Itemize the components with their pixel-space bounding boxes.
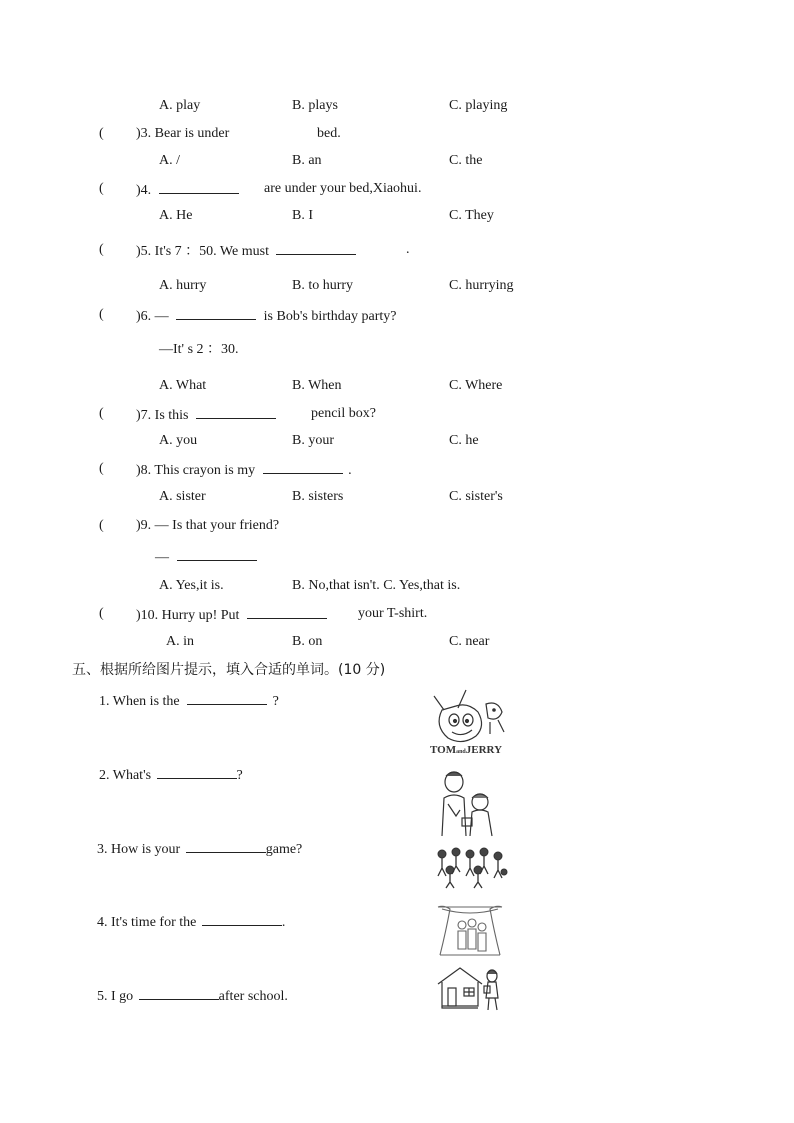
q9-blank[interactable]: [177, 548, 257, 561]
q6-option-b: B. When: [292, 378, 342, 393]
fill-item-1: [99, 692, 279, 710]
fill-item-4-blank[interactable]: [202, 913, 282, 926]
q4-stem: [136, 181, 239, 199]
fill-item-5-text-a: 5. I go: [97, 989, 134, 1004]
q9-answer-dash: —: [155, 550, 169, 565]
q7-text-a: )7. Is this: [136, 408, 189, 423]
q9-text-a: )9. — Is that your friend?: [136, 518, 280, 533]
q3-option-b: B. an: [292, 153, 322, 168]
q9-option-bc: B. No,that isn't. C. Yes,that is.: [292, 578, 461, 593]
q9-answer-line: [155, 548, 257, 566]
q3-stem: [136, 126, 229, 142]
q4-option-b: B. I: [292, 208, 313, 223]
q5-stem: [136, 242, 356, 260]
q8-text-a: )8. This crayon is my: [136, 463, 256, 478]
section-5-title: 五、根据所给图片提示，填入合适的单词。(10 分): [72, 662, 386, 678]
fill-item-2-blank[interactable]: [157, 766, 237, 779]
q7-text-b: pencil box?: [311, 406, 376, 421]
fill-item-2-text-b: ?: [236, 768, 243, 783]
fill-item-2: [99, 766, 243, 784]
fill-item-1-blank[interactable]: [187, 692, 267, 705]
q8-option-c: C. sister's: [449, 489, 503, 504]
q9-option-a: A. Yes,it is.: [159, 578, 224, 593]
q7-stem: [136, 406, 276, 424]
fill-item-4-text-b: .: [281, 915, 286, 930]
q10-stem: [136, 606, 327, 624]
q4-answer-paren[interactable]: (: [99, 181, 104, 196]
fill-item-3: [97, 840, 302, 858]
q7-answer-paren[interactable]: (: [99, 406, 104, 421]
tom-and-jerry-picture: [428, 686, 514, 758]
q8-text-b: .: [348, 463, 352, 478]
q7-option-c: C. he: [449, 433, 479, 448]
q10-option-a: A. in: [166, 634, 194, 649]
q6-answer-line: —It' s 2 ：30.: [159, 342, 239, 357]
fill-item-5-text-b: after school.: [218, 989, 288, 1004]
q6-blank[interactable]: [176, 307, 256, 320]
q3-option-c: C. the: [449, 153, 483, 168]
q4-text-a: )4.: [136, 183, 152, 198]
stage-show-picture: [436, 903, 504, 957]
kids-playing-picture: [434, 846, 510, 890]
q9-answer-paren[interactable]: (: [99, 518, 104, 533]
q7-blank[interactable]: [196, 406, 276, 419]
q6-text-b: is Bob's birthday party?: [263, 309, 397, 324]
q5-option-b: B. to hurry: [292, 278, 354, 293]
q3-answer-paren[interactable]: (: [99, 126, 104, 141]
q4-text-b: are under your bed,Xiaohui.: [264, 181, 422, 196]
fill-item-4: [97, 913, 285, 931]
q3-text-a: )3. Bear is under: [136, 126, 230, 141]
q5-answer-paren[interactable]: (: [99, 242, 104, 257]
q5-text-b: .: [406, 242, 410, 257]
q4-option-a: A. He: [159, 208, 193, 223]
fill-item-3-text-a: 3. How is your: [97, 842, 181, 857]
man-and-boy-picture: [434, 770, 498, 838]
q8-blank[interactable]: [263, 461, 343, 474]
q7-option-b: B. your: [292, 433, 334, 448]
fill-item-1-text-a: 1. When is the: [99, 694, 180, 709]
q5-blank[interactable]: [276, 242, 356, 255]
q8-answer-paren[interactable]: (: [99, 461, 104, 476]
q2-option-c: C. playing: [449, 98, 508, 113]
q10-text-a: )10. Hurry up! Put: [136, 608, 240, 623]
q10-option-b: B. on: [292, 634, 323, 649]
fill-item-4-text-a: 4. It's time for the: [97, 915, 197, 930]
q10-text-b: your T-shirt.: [358, 606, 428, 621]
q3-option-a: A. /: [159, 153, 180, 168]
q10-option-c: C. near: [449, 634, 490, 649]
fill-item-3-text-b: game?: [265, 842, 303, 857]
q6-text-a: )6. —: [136, 309, 169, 324]
q4-blank[interactable]: [159, 181, 239, 194]
q2-option-a: A. play: [159, 98, 201, 113]
q3-text-b: bed.: [317, 126, 341, 141]
fill-item-5: [97, 987, 288, 1005]
q6-stem: [136, 307, 396, 325]
q10-blank[interactable]: [247, 606, 327, 619]
q6-answer-paren[interactable]: (: [99, 307, 104, 322]
fill-item-1-text-b: ?: [272, 694, 279, 709]
q2-option-b: B. plays: [292, 98, 338, 113]
q10-answer-paren[interactable]: (: [99, 606, 104, 621]
q6-option-c: C. Where: [449, 378, 503, 393]
q8-option-b: B. sisters: [292, 489, 344, 504]
q5-text-a: )5. It's 7 ：50. We must: [136, 244, 269, 259]
q8-option-a: A. sister: [159, 489, 206, 504]
q5-option-c: C. hurrying: [449, 278, 514, 293]
q8-stem: [136, 461, 352, 479]
q6-option-a: A. What: [159, 378, 207, 393]
q4-option-c: C. They: [449, 208, 494, 223]
q7-option-a: A. you: [159, 433, 198, 448]
tom-and-jerry-logo-text: TOMandJERRY: [430, 744, 503, 756]
fill-item-5-blank[interactable]: [139, 987, 219, 1000]
fill-item-3-blank[interactable]: [186, 840, 266, 853]
fill-item-2-text-a: 2. What's: [99, 768, 152, 783]
q5-option-a: A. hurry: [159, 278, 207, 293]
house-and-child-picture: [436, 964, 506, 1012]
